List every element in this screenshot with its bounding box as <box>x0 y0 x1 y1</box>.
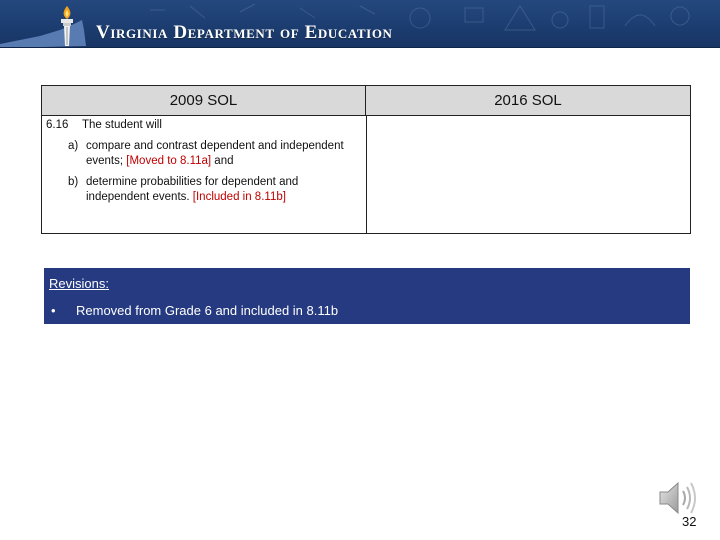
standard-number: 6.16 <box>46 119 69 131</box>
item-marker: a) <box>68 140 79 152</box>
speaker-icon[interactable] <box>658 478 702 518</box>
banner-title: Virginia Department of Education <box>96 22 393 43</box>
banner-divider <box>0 47 720 48</box>
page-number: 32 <box>682 514 697 529</box>
header-2009-sol: 2009 SOL <box>42 86 366 116</box>
torch-icon <box>54 4 80 48</box>
revision-item: Removed from Grade 6 and included in 8.11b <box>76 303 339 318</box>
bullet-icon: • <box>51 303 56 318</box>
header-2016-sol: 2016 SOL <box>366 86 690 116</box>
item-text: determine probabilities for dependent and independent events. <box>86 176 299 203</box>
item-note: [Moved to 8.11a] <box>126 155 212 167</box>
revisions-colon: : <box>105 276 109 291</box>
item-text: compare and contrast dependent and independent events; <box>86 140 344 167</box>
item-note: [Included in 8.11b] <box>192 191 286 203</box>
standard-item-a <box>46 139 364 169</box>
revisions-heading-text: Revisions <box>49 276 106 291</box>
revisions-heading <box>49 276 109 291</box>
revisions-box <box>44 268 690 324</box>
standard-stem <box>46 118 364 133</box>
column-divider <box>366 116 367 234</box>
sol-comparison-table <box>41 85 691 234</box>
cell-2009-standard <box>46 118 364 205</box>
standard-item-b <box>46 175 364 205</box>
item-after: and <box>214 155 234 167</box>
standard-stem-text: The student will <box>82 119 162 131</box>
header-banner <box>0 0 720 48</box>
item-marker: b) <box>68 176 79 188</box>
